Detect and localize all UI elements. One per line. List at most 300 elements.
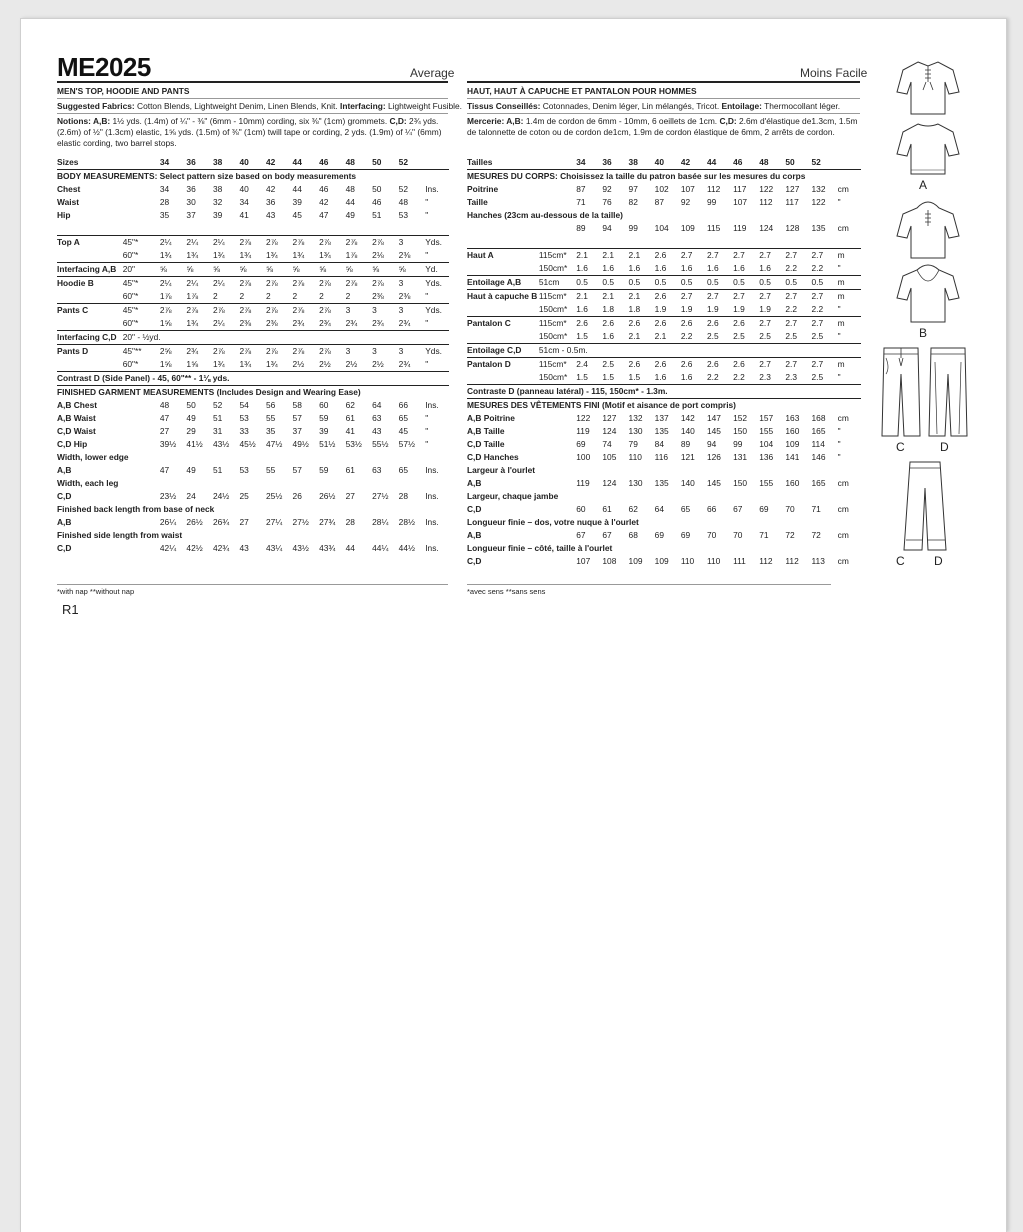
unit: cm <box>837 184 849 194</box>
size-value: 155 <box>759 478 774 488</box>
unit <box>425 156 449 170</box>
size-value: 26½ <box>319 491 336 501</box>
size-value: 2.7 <box>733 249 759 263</box>
size-value: 2.7 <box>785 358 811 372</box>
size-value: 2.6 <box>707 317 733 331</box>
section-heading: Largeur, chaque jambe <box>467 491 559 501</box>
row-label <box>467 303 539 317</box>
section-heading: FINISHED GARMENT MEASUREMENTS (Includes Design and Wearing Ease) <box>57 386 449 400</box>
size-value: ⅝ <box>293 263 320 277</box>
size-value: 49 <box>345 210 355 220</box>
row-width: 51cm <box>539 276 576 290</box>
size-value: 1.9 <box>680 304 693 314</box>
size-value: 2¼ <box>186 236 213 250</box>
size-value: 92 <box>680 197 691 207</box>
size-value: 2¼ <box>186 277 213 291</box>
size-value: 28 <box>159 197 170 207</box>
size-value: 0.5 <box>576 276 602 290</box>
size-value: 2.6 <box>655 249 681 263</box>
size-value: 2¾ <box>319 318 331 328</box>
size-value: 1.8 <box>628 304 641 314</box>
size-value: 87 <box>576 184 586 194</box>
fabrics-text-en: Cotton Blends, Lightweight Denim, Linen Blends, Knit. <box>137 101 338 111</box>
size-value: 115 <box>706 223 721 233</box>
unit: Ins. <box>425 400 439 410</box>
size-value: 44 <box>292 184 302 194</box>
size-value: 130 <box>628 478 643 488</box>
size-value: 47 <box>159 413 170 423</box>
size-value: 2.1 <box>576 249 602 263</box>
size-value: 109 <box>680 223 695 233</box>
size-value: 65 <box>680 504 691 514</box>
size-value: 56 <box>266 400 276 410</box>
size-value: 2⅞ <box>213 304 240 318</box>
section-heading: Longueur finie – côté, taille à l'ourlet <box>467 543 613 553</box>
size-value: 1.9 <box>733 304 745 314</box>
size-value: 50 <box>785 157 795 167</box>
size-value: 3 <box>346 304 373 318</box>
size-value: 2.3 <box>759 372 771 382</box>
size-value: 64 <box>654 504 664 514</box>
size-value: 45 <box>398 426 408 436</box>
size-value: 2.6 <box>655 290 681 304</box>
size-value: 2⅞ <box>266 304 293 318</box>
size-value: 66 <box>398 400 408 410</box>
size-value: 2.1 <box>602 249 628 263</box>
yardage-row <box>57 277 449 291</box>
body-row <box>467 196 861 209</box>
size-value: 2¼ <box>160 236 187 250</box>
size-value: 1.9 <box>706 304 719 314</box>
size-value: 71 <box>576 197 586 207</box>
header-rule-fr <box>467 81 860 83</box>
view-label-d1: D <box>940 440 949 454</box>
size-value: 1¾ <box>266 359 278 369</box>
row-width: 115cm* <box>539 290 576 304</box>
size-value: 72 <box>811 530 821 540</box>
size-value: 2.6 <box>707 358 733 372</box>
rule-en-foot <box>57 584 448 585</box>
size-value: 94 <box>602 223 612 233</box>
row-label: Hoodie B <box>57 277 123 291</box>
size-value: 1.6 <box>654 263 667 273</box>
size-value: 27 <box>159 426 170 436</box>
size-value: 1¾ <box>159 250 172 260</box>
size-value: 2⅜ <box>372 291 384 301</box>
row-width: 150cm* <box>538 304 568 314</box>
finished-heading-row <box>57 386 449 400</box>
size-value: 112 <box>759 197 773 207</box>
row-width <box>123 412 160 425</box>
size-value: 0.5 <box>785 276 811 290</box>
pants-back-drawing <box>890 458 960 554</box>
size-value: 23½ <box>159 491 177 501</box>
row-label: Entoilage A,B <box>467 276 539 290</box>
size-value: 110 <box>706 556 721 566</box>
row-label: Poitrine <box>467 184 499 194</box>
unit: Yd. <box>425 263 449 277</box>
finished-row <box>467 503 861 516</box>
size-value: 1.6 <box>759 263 771 273</box>
size-value: 2⅞ <box>266 345 293 359</box>
unit: " <box>425 439 429 449</box>
size-value: 2⅛ <box>372 250 384 260</box>
size-value: 124 <box>759 223 774 233</box>
size-value: 51 <box>212 413 223 423</box>
size-value: 0.5 <box>681 276 707 290</box>
yardage-row <box>467 276 861 290</box>
section-heading: Finished back length from base of neck <box>57 504 215 514</box>
size-value: 1.5 <box>602 372 615 382</box>
size-value: 44 <box>292 157 302 167</box>
size-value: 42½ <box>186 543 203 553</box>
row-width <box>539 196 576 209</box>
size-value: 60 <box>319 400 329 410</box>
size-value: 52 <box>811 157 821 167</box>
size-value: 61 <box>345 413 355 423</box>
row-width <box>123 183 160 196</box>
size-value: 0.5 <box>733 276 759 290</box>
size-value: 50 <box>372 157 382 167</box>
header-rule-en <box>57 81 448 83</box>
size-value: 126 <box>706 452 721 462</box>
size-value: 2½ <box>292 359 305 369</box>
size-value: 32 <box>212 197 223 207</box>
size-value: 57 <box>292 465 302 475</box>
size-value: 43¾ <box>319 543 336 553</box>
unit: " <box>425 426 429 436</box>
row-label: C,D Taille <box>467 439 505 449</box>
size-value: 117 <box>733 184 747 194</box>
yardage-row <box>467 330 861 344</box>
size-value: 135 <box>654 426 669 436</box>
unit: m <box>838 358 861 372</box>
size-value: 1¾ <box>186 250 199 260</box>
size-value: 2.1 <box>629 249 655 263</box>
size-value: 65 <box>398 413 408 423</box>
size-value: 147 <box>706 413 721 423</box>
title-en: MEN'S TOP, HOODIE AND PANTS <box>57 86 190 96</box>
size-value: 2½ <box>345 359 358 369</box>
size-value: 2.7 <box>707 290 733 304</box>
row-label: A,B <box>57 465 72 475</box>
size-value: 40 <box>239 184 249 194</box>
unit: " <box>837 263 841 273</box>
size-value: 47 <box>319 210 329 220</box>
section-heading: MESURES DES VÊTEMENTS FINI (Motif et aisance de port compris) <box>467 399 861 413</box>
size-value: 104 <box>759 439 774 449</box>
size-value: 50 <box>186 400 196 410</box>
rule-en-1 <box>57 98 448 99</box>
row-width: 115cm* <box>539 358 576 372</box>
size-value: 51 <box>372 210 382 220</box>
size-value: 1⅝ <box>186 359 199 369</box>
size-value: 168 <box>811 413 826 423</box>
yardage-row <box>57 290 449 304</box>
size-value: 2¾ <box>372 318 384 328</box>
size-value: 165 <box>811 478 826 488</box>
size-value: 2.4 <box>576 358 602 372</box>
size-value: 2.7 <box>785 249 811 263</box>
subhead-row <box>467 209 861 222</box>
size-value: 2⅞ <box>293 236 320 250</box>
size-value: 29 <box>186 426 196 436</box>
size-value: 2.2 <box>680 331 693 341</box>
size-value: 2⅞ <box>372 277 399 291</box>
size-value: 1¾ <box>239 250 252 260</box>
subhead-row <box>57 503 449 516</box>
size-value: 2⅞ <box>293 304 320 318</box>
yardage-row <box>57 304 449 318</box>
unit: Yds. <box>425 236 449 250</box>
size-value: 3 <box>399 345 426 359</box>
size-value: 2⅜ <box>239 318 252 328</box>
yardage-row <box>467 358 861 372</box>
size-value: 2.2 <box>733 372 745 382</box>
size-value: 0.5 <box>602 276 628 290</box>
view-label-a: A <box>919 178 928 192</box>
size-value: 1⅞ <box>186 291 199 301</box>
size-value: 1.6 <box>654 372 667 382</box>
size-value: 1¾ <box>186 318 199 328</box>
unit: " <box>425 413 429 423</box>
body-heading-row <box>57 170 449 184</box>
row-width: 115cm* <box>539 249 576 263</box>
section-heading: Width, lower edge <box>57 452 129 462</box>
yardage-row <box>57 236 449 250</box>
size-value: 2⅝ <box>160 345 187 359</box>
unit: " <box>425 291 429 301</box>
finished-row <box>57 438 449 451</box>
size-value: 41 <box>345 426 355 436</box>
size-value: 64 <box>372 400 382 410</box>
size-value: 114 <box>811 439 825 449</box>
row-width: 45"* <box>123 236 160 250</box>
size-value: 130 <box>628 426 643 436</box>
size-value: 70 <box>706 530 717 540</box>
size-value: 146 <box>811 452 826 462</box>
row-width <box>539 438 576 451</box>
size-value: 2.7 <box>812 249 838 263</box>
body-row <box>467 222 861 235</box>
size-value: 2¾ <box>345 318 358 328</box>
size-value: 3 <box>346 345 373 359</box>
row-width: 150cm* <box>538 263 568 273</box>
row-label: Sizes <box>57 157 79 167</box>
row-label <box>57 249 123 263</box>
size-value: 61 <box>345 465 355 475</box>
pants-d-front-drawing <box>925 344 971 440</box>
spacer <box>467 235 861 249</box>
interfacing-text-en: Lightweight Fusible. <box>387 101 462 111</box>
size-value: 97 <box>628 184 638 194</box>
row-label: Taille <box>467 197 488 207</box>
rule-fr-foot <box>467 584 831 585</box>
unit: Yds. <box>425 304 449 318</box>
row-note: 20" - ½yd. <box>123 331 449 345</box>
size-value: 1⅞ <box>345 250 358 260</box>
row-width: 45"** <box>123 345 160 359</box>
size-value: 25½ <box>266 491 283 501</box>
size-value: 160 <box>785 426 800 436</box>
unit: Ins. <box>425 517 439 527</box>
body-row <box>57 183 449 196</box>
sizes-row <box>467 156 861 170</box>
row-label: Chest <box>57 184 81 194</box>
size-value: 128 <box>785 223 800 233</box>
difficulty-fr: Moins Facile <box>800 66 868 80</box>
size-value: 136 <box>759 452 774 462</box>
contrast-row <box>57 372 449 386</box>
notions-en <box>57 116 449 149</box>
row-label: Top A <box>57 236 123 250</box>
rule-fr-2 <box>467 113 860 114</box>
size-value: 122 <box>576 413 591 423</box>
row-width <box>123 490 160 503</box>
size-value: 49½ <box>292 439 309 449</box>
size-value: 2⅜ <box>398 250 411 260</box>
size-value: 49 <box>186 465 196 475</box>
size-value: 2.6 <box>733 358 759 372</box>
size-value: 2.2 <box>785 304 798 314</box>
row-width <box>123 156 160 170</box>
row-width: 150cm* <box>538 372 568 382</box>
size-value: 141 <box>785 452 800 462</box>
size-value: 2.6 <box>602 317 628 331</box>
size-value: 1.8 <box>602 304 615 314</box>
size-value: 42¾ <box>212 543 230 553</box>
finished-row <box>57 542 449 555</box>
size-value: 99 <box>628 223 638 233</box>
finished-row <box>57 412 449 425</box>
unit: " <box>837 452 841 462</box>
size-value: 2 <box>319 291 324 301</box>
notions-cd-label-en: C,D: <box>389 116 407 126</box>
measurement-table-fr <box>467 156 861 568</box>
row-label: Tailles <box>467 157 493 167</box>
size-value: 51½ <box>319 439 336 449</box>
row-label <box>57 317 123 331</box>
size-value: 109 <box>654 556 669 566</box>
unit <box>838 156 861 170</box>
size-value: 60 <box>576 504 586 514</box>
size-value: 2.2 <box>706 372 719 382</box>
size-value: 44¼ <box>372 543 389 553</box>
row-width <box>123 425 160 438</box>
finished-row <box>467 451 861 464</box>
size-value: 2⅞ <box>239 345 266 359</box>
size-value: 0.5 <box>655 276 681 290</box>
size-value: 2 <box>292 291 298 301</box>
unit: " <box>425 250 429 260</box>
size-value: 43½ <box>212 439 230 449</box>
size-value: 2¼ <box>160 277 187 291</box>
row-label: C,D <box>57 543 72 553</box>
row-width <box>123 209 160 222</box>
notions-label-fr: Mercerie: A,B: <box>467 116 524 126</box>
size-value: 87 <box>654 197 664 207</box>
size-value: 3 <box>399 277 426 291</box>
unit: cm <box>837 478 849 488</box>
size-value: 58 <box>292 400 302 410</box>
size-value: 24 <box>186 491 196 501</box>
size-value: 40 <box>239 157 249 167</box>
size-value: 33 <box>239 426 249 436</box>
size-value: 67 <box>733 504 743 514</box>
size-value: 55½ <box>372 439 389 449</box>
yardage-row <box>57 249 449 263</box>
yardage-note-row <box>467 344 861 358</box>
section-heading: Finished side length from waist <box>57 530 183 540</box>
section-heading: BODY MEASUREMENTS: Select pattern size based on body measurements <box>57 170 449 184</box>
size-value: 131 <box>733 452 748 462</box>
size-value: 2.2 <box>811 263 824 273</box>
unit: " <box>425 210 429 220</box>
size-value: 53 <box>239 465 249 475</box>
row-label: Pantalon C <box>467 317 539 331</box>
fabrics-label-en: Suggested Fabrics: <box>57 101 135 111</box>
notions-line2-fr: talonnette de coton ou de cordon de1cm, 1.9m de cordon élastique de 6mm, 2 arrêts de cordon. <box>478 127 835 137</box>
view-label-c1: C <box>896 440 905 454</box>
view-label-c2: C <box>896 554 905 568</box>
size-value: 59 <box>319 465 329 475</box>
finished-row <box>467 438 861 451</box>
size-value: 150 <box>733 426 748 436</box>
size-value: 48 <box>345 157 355 167</box>
size-value: 2.6 <box>681 358 707 372</box>
size-value: 52 <box>212 400 223 410</box>
size-value: 107 <box>680 184 695 194</box>
size-value: 110 <box>680 556 695 566</box>
size-value: 2.5 <box>602 358 628 372</box>
size-value: 2¾ <box>398 318 411 328</box>
size-value: 28 <box>398 491 408 501</box>
size-value: 113 <box>811 556 825 566</box>
row-label: C,D Hip <box>57 439 88 449</box>
size-value: 42 <box>266 157 276 167</box>
size-value: 28½ <box>398 517 415 527</box>
size-value: 3 <box>399 236 426 250</box>
size-value: 26¼ <box>159 517 177 527</box>
yardage-row <box>467 290 861 304</box>
size-value: 1.6 <box>628 263 641 273</box>
size-value: 165 <box>811 426 826 436</box>
size-value: 43½ <box>292 543 309 553</box>
size-value: 45½ <box>239 439 256 449</box>
size-value: 24½ <box>212 491 230 501</box>
row-label: C,D <box>467 556 482 566</box>
size-value: 48 <box>159 400 170 410</box>
notions-fr <box>467 116 861 138</box>
size-value: 63 <box>372 465 382 475</box>
size-value: 132 <box>811 184 826 194</box>
size-value: 44 <box>345 197 355 207</box>
unit: Ins. <box>425 543 439 553</box>
size-value: 69 <box>680 530 691 540</box>
size-value: 142 <box>680 413 695 423</box>
size-value: 41 <box>239 210 249 220</box>
unit: " <box>425 318 429 328</box>
contrast-text: Contraste D (panneau latéral) - 115, 150cm* - 1.3m. <box>467 385 861 399</box>
size-value: 48 <box>759 157 769 167</box>
size-value: 137 <box>654 413 669 423</box>
size-value: 2⅞ <box>319 345 346 359</box>
size-value: 65 <box>398 465 408 475</box>
yardage-row <box>57 263 449 277</box>
unit: Yds. <box>425 277 449 291</box>
row-label: A,B <box>467 530 482 540</box>
size-value: 2.5 <box>733 331 745 341</box>
